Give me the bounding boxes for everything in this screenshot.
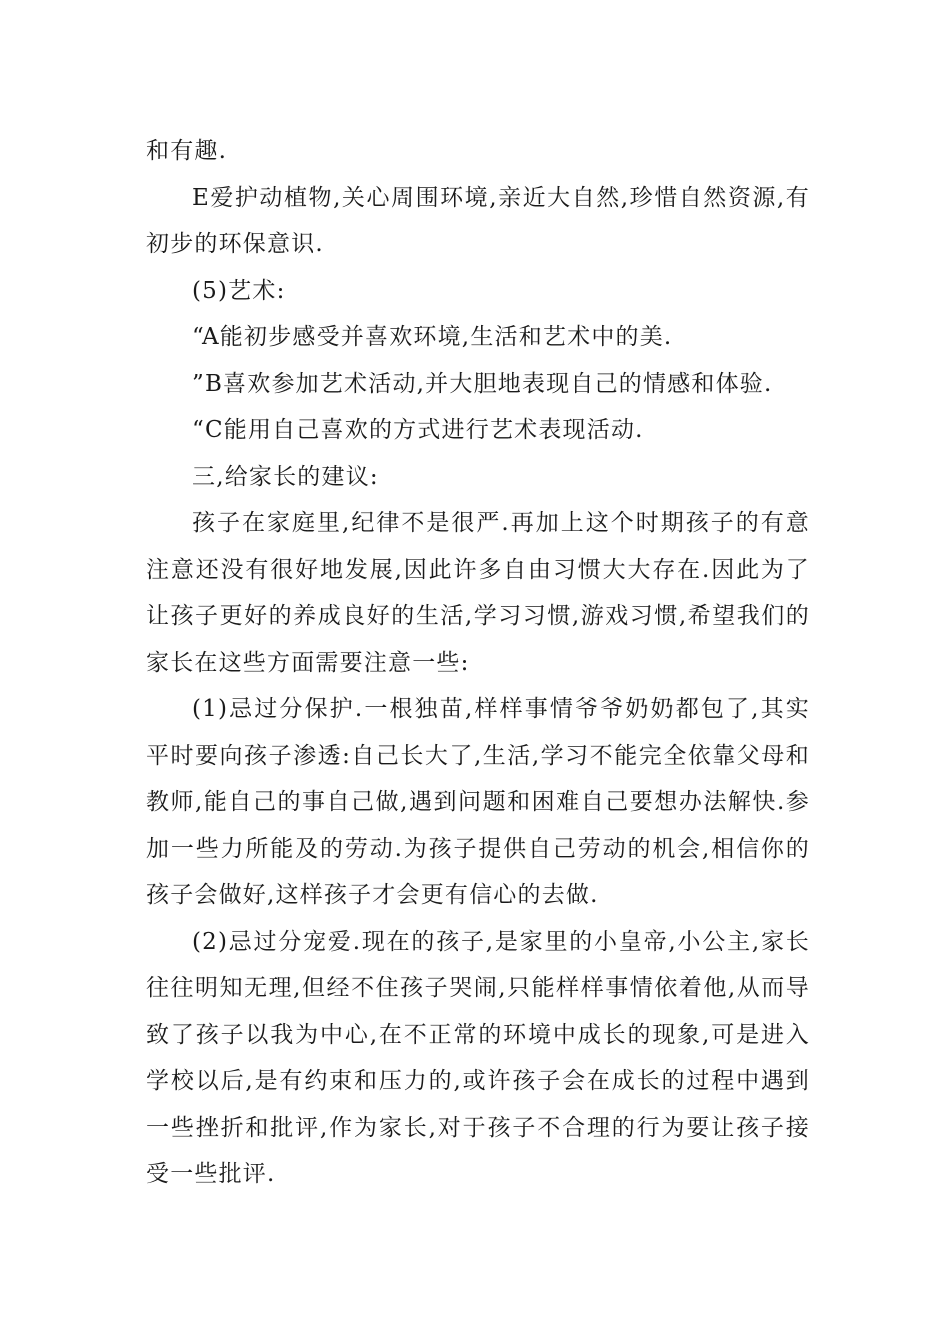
paragraph: 和有趣. [146,138,228,164]
paragraph: (1)忌过分保护.一根独苗,样样事情爷爷奶奶都包了,其实平时要向孩子渗透:自己长大了,生活,学习不能完全依靠父母和教师,能自己的事自己做,遇到问题和困难自己要想办法解快.参加一些力所能及的劳动.为孩子提供自己劳动的机会,相信你的孩子会做好,这样孩子才会更有信心的去做. [146,696,810,908]
document-body [146,128,810,1198]
paragraph: “A能初步感受并喜欢环境,生活和艺术中的美. [192,324,673,350]
paragraph: E爱护动植物,关心周围环境,亲近大自然,珍惜自然资源,有初步的环保意识. [146,184,810,257]
paragraph: 孩子在家庭里,纪律不是很严.再加上这个时期孩子的有意注意还没有很好地发展,因此许多自由习惯大大存在.因此为了让孩子更好的养成良好的生活,学习习惯,游戏习惯,希望我们的家长在这些方面需要注意一些: [146,510,810,676]
paragraph: (5)艺术: [192,277,286,304]
section-heading: 三,给家长的建议: [192,463,379,490]
paragraph: ”B喜欢参加艺术活动,并大胆地表现自己的情感和体验. [192,370,773,397]
paragraph: (2)忌过分宠爱.现在的孩子,是家里的小皇帝,小公主,家长往往明知无理,但经不住孩子哭闹,只能样样事情依着他,从而导致了孩子以我为中心,在不正常的环境中成长的现象,可是进入学校以后,是有约束和压力的,或许孩子会在成长的过程中遇到一些挫折和批评,作为家长,对于孩子不合理的行为要让孩子接受一些批评. [146,928,810,1187]
paragraph: “C能用自己喜欢的方式进行艺术表现活动. [192,417,644,443]
